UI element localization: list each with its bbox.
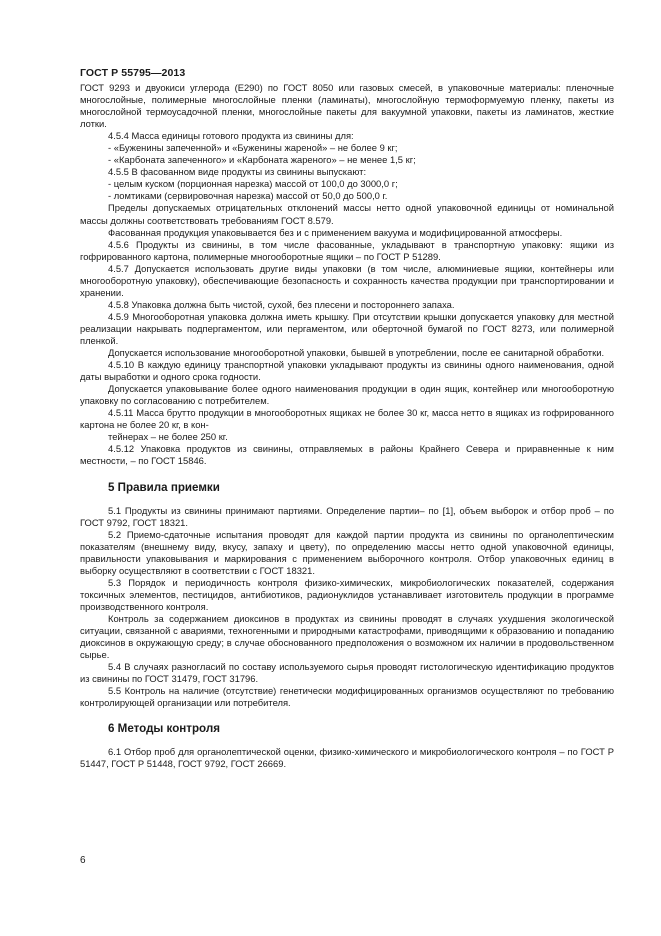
paragraph: 6.1 Отбор проб для органолептической оценки, физико-химического и микробиологического контроля – по ГОСТ Р 51447, ГОСТ Р 51448, ГОСТ 9792, ГОСТ 26669. <box>80 746 614 770</box>
paragraph: 4.5.12 Упаковка продуктов из свинины, отправляемых в районы Крайнего Севера и приравненные к ним местности, – по ГОСТ 15846. <box>80 443 614 467</box>
paragraph: 4.5.9 Многооборотная упаковка должна иметь крышку. При отсутствии крышки допускается упаковку для местной реализации накрывать подпергаментом, или пергаментом, или оберточной бумагой по ГОСТ 8273, или полимерной пленкой. <box>80 310 614 346</box>
page-header: ГОСТ Р 55795—2013 <box>80 67 186 79</box>
paragraph: 5.3 Порядок и периодичность контроля физико-химических, микробиологических показателей, содержания токсичных элементов, пестицидов, антибиотиков, радионуклидов устанавливает изготовитель продукции в программе производственного контроля. <box>80 576 614 612</box>
paragraph: ГОСТ 9293 и двуокиси углерода (Е290) по ГОСТ 8050 или газовых смесей, в упаковочные материалы: пленочные многослойные, полимерные многослойные пленки (ламинаты), многослойную термоформуемую пленку, пакеты из многослойной термоусадочной пленки, многослойные пакеты для вакуумной упаковки, пакеты из ламинатов, жесткие лотки. <box>80 82 614 130</box>
paragraph: 4.5.8 Упаковка должна быть чистой, сухой, без плесени и постороннего запаха. <box>108 298 455 310</box>
paragraph: 4.5.11 Масса брутто продукции в многооборотных ящиках не более 30 кг, масса нетто в ящиках из гофрированного картона не более 20 кг, в кон- <box>80 407 614 431</box>
paragraph: Допускается использование многооборотной упаковки, бывшей в употреблении, после ее санитарной обработки. <box>108 347 605 359</box>
paragraph: 5.2 Приемо-сдаточные испытания проводят для каждой партии продукта из свинины по органолептическим показателям (внешнему виду, вкусу, запаху и цвету), по определению массы нетто одной упаковочной единицы, правильности упаковывания и маркирования с применением выборочного контроля. Отбор упаковочных единиц в выборку осуществляют в соответствии с ГОСТ 18321. <box>80 528 614 576</box>
paragraph: 4.5.4 Масса единицы готового продукта из свинины для: <box>108 130 354 142</box>
list-item: - ломтиками (сервировочная нарезка) массой от 50,0 до 500,0 г. <box>108 190 388 202</box>
list-item: - целым куском (порционная нарезка) массой от 100,0 до 3000,0 г; <box>108 178 398 190</box>
paragraph: 4.5.5 В фасованном виде продукты из свинины выпускают: <box>108 166 367 178</box>
section-heading: 5 Правила приемки <box>108 480 220 494</box>
paragraph: Допускается упаковывание более одного наименования продукции в один ящик, контейнер или многооборотную упаковку по согласованию с потребителем. <box>80 383 614 407</box>
list-item: - «Буженины запеченной» и «Буженины жареной» – не более 9 кг; <box>108 142 398 154</box>
paragraph: 4.5.7 Допускается использовать другие виды упаковки (в том числе, алюминиевые ящики, контейнеры или многооборотную упаковку), обеспечивающие безопасность и сохранность качества продукции при транспортировании и хранении. <box>80 262 614 298</box>
paragraph: 5.5 Контроль на наличие (отсутствие) генетически модифицированных организмов осуществляют по требованию контролирующей организации или потребителя. <box>80 685 614 709</box>
paragraph: тейнерах – не более 250 кг. <box>108 431 228 443</box>
paragraph: Пределы допускаемых отрицательных отклонений массы нетто одной упаковочной единицы от номинальной массы должны соответствовать требованиям ГОСТ 8.579. <box>80 202 614 226</box>
paragraph: 5.1 Продукты из свинины принимают партиями. Определение партии– по [1], объем выборок и отбор проб – по ГОСТ 9792, ГОСТ 18321. <box>80 504 614 528</box>
paragraph: 4.5.10 В каждую единицу транспортной упаковки укладывают продукты из свинины одного наименования, одной даты выработки и одного срока годности. <box>80 359 614 383</box>
list-item: - «Карбоната запеченного» и «Карбоната жареного» – не менее 1,5 кг; <box>108 154 416 166</box>
paragraph: 5.4 В случаях разногласий по составу используемого сырья проводят гистологическую идентификацию продуктов из свинины по ГОСТ 31479, ГОСТ 31796. <box>80 661 614 685</box>
page-number: 6 <box>80 855 86 866</box>
paragraph: Контроль за содержанием диоксинов в продуктах из свинины проводят в случаях ухудшения экологической ситуации, связанной с авариями, техногенными и природными катастрофами, приводящими к образованию и попаданию диоксинов в окружающую среду; в случае обоснованного предположения о возможном их наличии в продовольственном сырье. <box>80 612 614 661</box>
paragraph: 4.5.6 Продукты из свинины, в том числе фасованные, укладывают в транспортную упаковку: ящики из гофрированного картона, полимерные многооборотные ящики – по ГОСТ Р 51289. <box>80 238 614 262</box>
page-content <box>80 82 614 770</box>
section-heading: 6 Методы контроля <box>108 722 220 736</box>
paragraph: Фасованная продукция упаковывается без и с применением вакуума и модифицированной атмосферы. <box>108 226 563 238</box>
